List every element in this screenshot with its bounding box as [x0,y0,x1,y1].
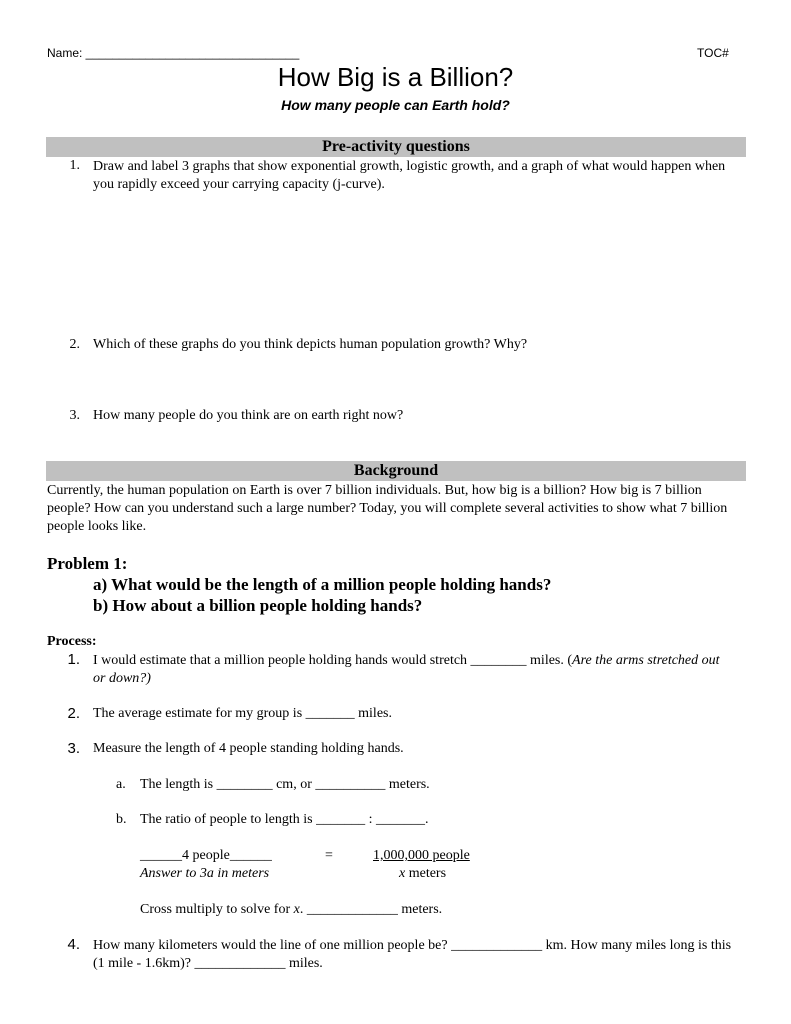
step-4-text: How many kilometers would the line of one million people be? _____________ km. How many miles long is this (1 mile - 1.6km)? _____________ miles. [93,938,732,971]
cross-multiply-line [140,902,442,918]
step-3-number: 3. [67,740,80,757]
fraction-equals: = [325,848,333,863]
step-2-text: The average estimate for my group is _______ miles. [93,706,392,721]
step-1-italic: Are the arms stretched out or down?) [93,653,720,686]
background-heading: Background [46,461,746,481]
step-4-number: 4. [67,936,80,953]
fraction-meters-unit: meters [405,866,447,881]
background-text: Currently, the human population on Earth is over 7 billion individuals. But, how big is a billion? How big is 7 billion people? How can you understand such a large number? Today, you will complete several activities to show what 7 billion people looks like. [47,483,728,534]
question-1-number: 1. [69,158,80,173]
problem-1-title: Problem 1: [47,554,128,573]
step-3b-label: b. [116,812,127,827]
page-subtitle: How many people can Earth hold? [281,97,510,113]
step-3b-text: The ratio of people to length is _______ : _______. [140,812,429,827]
cross-multiply-var: x [293,902,300,917]
part-b-text: How about a billion people holding hands? [112,596,423,615]
pre-activity-heading: Pre-activity questions [46,137,746,157]
step-2-number: 2. [67,705,80,722]
fraction-left-numerator: ______4 people______ [140,848,272,863]
question-3-number: 3. [69,408,80,423]
name-field-label: Name: ________________________________ [47,46,300,60]
cross-multiply-text: Cross multiply to solve for [140,902,294,917]
fraction-right-denominator [399,866,446,882]
problem-1-part-b [93,596,422,616]
fraction-right-numerator: 1,000,000 people [373,848,470,863]
question-2-number: 2. [69,337,80,352]
question-1-text: Draw and label 3 graphs that show exponential growth, logistic growth, and a graph of what would happen when you rapidly exceed your carrying capacity (j-curve). [93,159,726,192]
step-1-main: I would estimate that a million people holding hands would stretch ________ miles. ( [93,653,573,668]
step-1-number: 1. [67,651,80,668]
problem-1-part-a [93,575,551,595]
step-3a-text: The length is ________ cm, or __________ meters. [140,777,430,792]
question-3-text: How many people do you think are on earth right now? [93,408,404,423]
step-1-text [93,652,723,688]
question-2-text: Which of these graphs do you think depicts human population growth? Why? [93,337,528,352]
process-label: Process: [47,634,97,649]
step-3a-label: a. [116,777,126,792]
part-a-label: a) [93,575,108,594]
toc-label: TOC# [697,46,729,60]
part-a-text: What would be the length of a million people holding hands? [111,575,552,594]
part-b-label: b) [93,596,109,615]
cross-multiply-tail: . _____________ meters. [299,902,443,917]
step-3-text: Measure the length of 4 people standing holding hands. [93,741,404,756]
fraction-x-variable: x [399,866,406,881]
page-title: How Big is a Billion? [277,62,514,92]
fraction-left-denominator: Answer to 3a in meters [140,866,270,881]
